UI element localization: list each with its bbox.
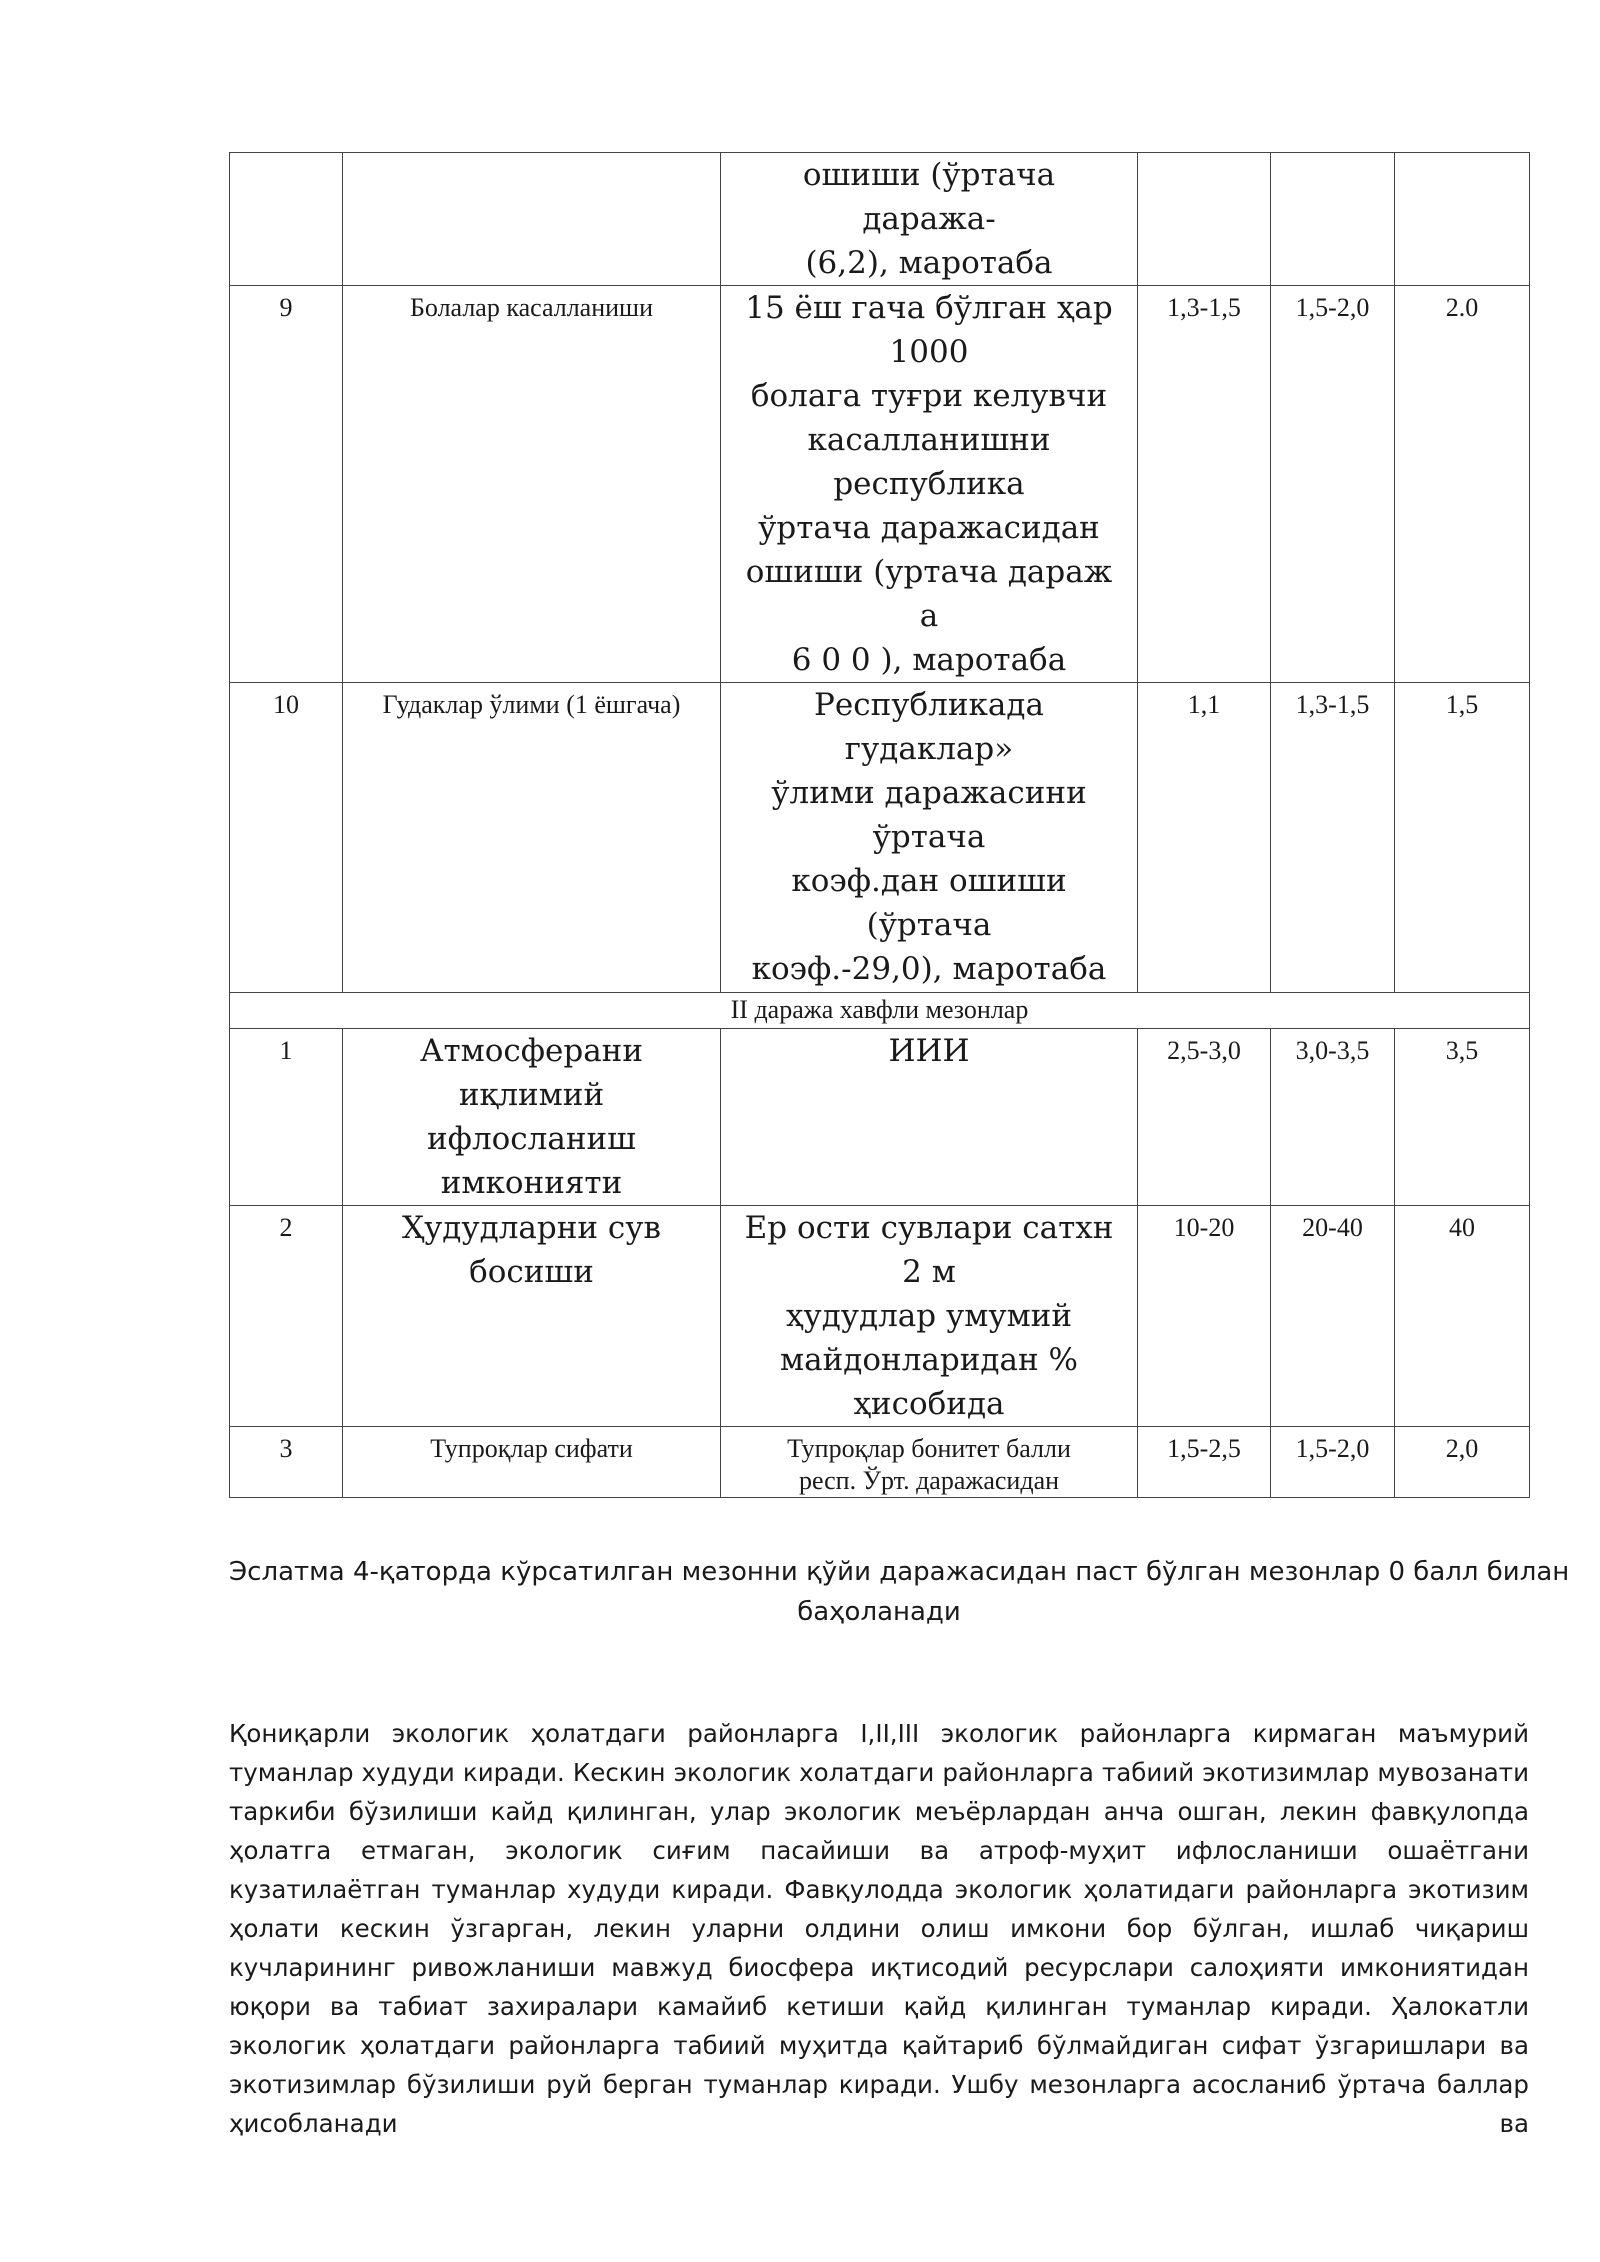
- cell-description: ошиши (ўртача даража- (6,2), маротаба: [721, 153, 1138, 286]
- cell-name: Ҳудудларни сув босиши: [343, 1206, 721, 1427]
- cell-value-2: 1,5-2,0: [1271, 1427, 1395, 1498]
- cell-name: Тупроқлар сифати: [343, 1427, 721, 1498]
- table-row: [230, 683, 1530, 993]
- cell-description: Республикада гудаклар» ўлими даражасини ўртача коэф.дан ошиши (ўртача коэф.-29,0), маротаба: [721, 683, 1138, 993]
- cell-value-2: 1,5-2,0: [1271, 286, 1395, 683]
- cell-description: 15 ёш гача бўлган ҳар 1000 болага туғри келувчи касалланишни республика ўртача даражасидан ошиши (уртача дараж а 6 0 0 ), маротаба: [721, 286, 1138, 683]
- cell-value-3: 2.0: [1395, 286, 1530, 683]
- cell-num: [230, 153, 343, 286]
- cell-num: 1: [230, 1029, 343, 1206]
- cell-name: Болалар касалланиши: [343, 286, 721, 683]
- cell-value-1: 2,5-3,0: [1138, 1029, 1271, 1206]
- cell-value-1: [1138, 153, 1271, 286]
- cell-name: [343, 153, 721, 286]
- cell-value-1: 1,1: [1138, 683, 1271, 993]
- cell-value-1: 10-20: [1138, 1206, 1271, 1427]
- cell-value-3: 3,5: [1395, 1029, 1530, 1206]
- table-row: [230, 1427, 1530, 1498]
- section-header-row: [230, 993, 1530, 1029]
- table-row-continued: [230, 153, 1530, 286]
- cell-num: 3: [230, 1427, 343, 1498]
- cell-num: 2: [230, 1206, 343, 1427]
- cell-value-2: 1,3-1,5: [1271, 683, 1395, 993]
- cell-value-3: 2,0: [1395, 1427, 1530, 1498]
- cell-value-3: [1395, 153, 1530, 286]
- cell-value-3: 1,5: [1395, 683, 1530, 993]
- table-row: [230, 1029, 1530, 1206]
- cell-name: Атмосферани иқлимий ифлосланиш имконияти: [343, 1029, 721, 1206]
- body-paragraph: Қониқарли экологик ҳолатдаги районларга I,II,III экологик районларга кирмаган маъмурий туманлар худуди киради. Кескин экологик холатдаги районларга табиий экотизимлар мувозанати таркиби бўзилиши кайд қилинган, улар экологик меъёрлардан анча ошган, лекин фавқулопда ҳолатга етмаган, экологик сиғим пасайиши ва атроф-муҳит ифлосланиши ошаётгани кузатилаётган туманлар худуди киради. Фавқулодда экологик ҳолатидаги районларга экотизим ҳолати кескин ўзгарган, лекин уларни олдини олиш имкони бор бўлган, ишлаб чиқариш кучларининг ривожланиши мавжуд биосфера иқтисодий ресурслари салоҳияти имкониятидан юқори ва табиат захиралари камайиб кетиши қайд қилинган туманлар киради. Ҳалокатли экологик ҳолатдаги районларга табиий муҳитда қайтариб бўлмайдиган сифат ўзгаришлари ва экотизимлар бўзилиши руй берган туманлар киради. Ушбу мезонларга асосланиб ўртача баллар ҳисобланади ва: [229, 1719, 1529, 2138]
- cell-name: Гудаклар ўлими (1 ёшгача): [343, 683, 721, 993]
- cell-value-2: [1271, 153, 1395, 286]
- cell-value-1: 1,3-1,5: [1138, 286, 1271, 683]
- cell-num: 9: [230, 286, 343, 683]
- cell-description: ИИИ: [721, 1029, 1138, 1206]
- cell-num: 10: [230, 683, 343, 993]
- table-row: [230, 1206, 1530, 1427]
- table-note: Эслатма 4-қаторда кўрсатилган мезонни қўйи даражасидан паст бўлган мезонлар 0 балл билан баҳоланади: [229, 1557, 1570, 1627]
- cell-description: Ер ости сувлари сатхн 2 м ҳудудлар умумий майдонларидан % ҳисобида: [721, 1206, 1138, 1427]
- table-row: [230, 286, 1530, 683]
- cell-value-3: 40: [1395, 1206, 1530, 1427]
- cell-value-2: 3,0-3,5: [1271, 1029, 1395, 1206]
- section-title: II даража хавфли мезонлар: [230, 993, 1530, 1029]
- cell-description: Тупроқлар бонитет балли респ. Ўрт. даражасидан: [721, 1427, 1138, 1498]
- criteria-table: [229, 152, 1530, 1498]
- cell-value-1: 1,5-2,5: [1138, 1427, 1271, 1498]
- cell-value-2: 20-40: [1271, 1206, 1395, 1427]
